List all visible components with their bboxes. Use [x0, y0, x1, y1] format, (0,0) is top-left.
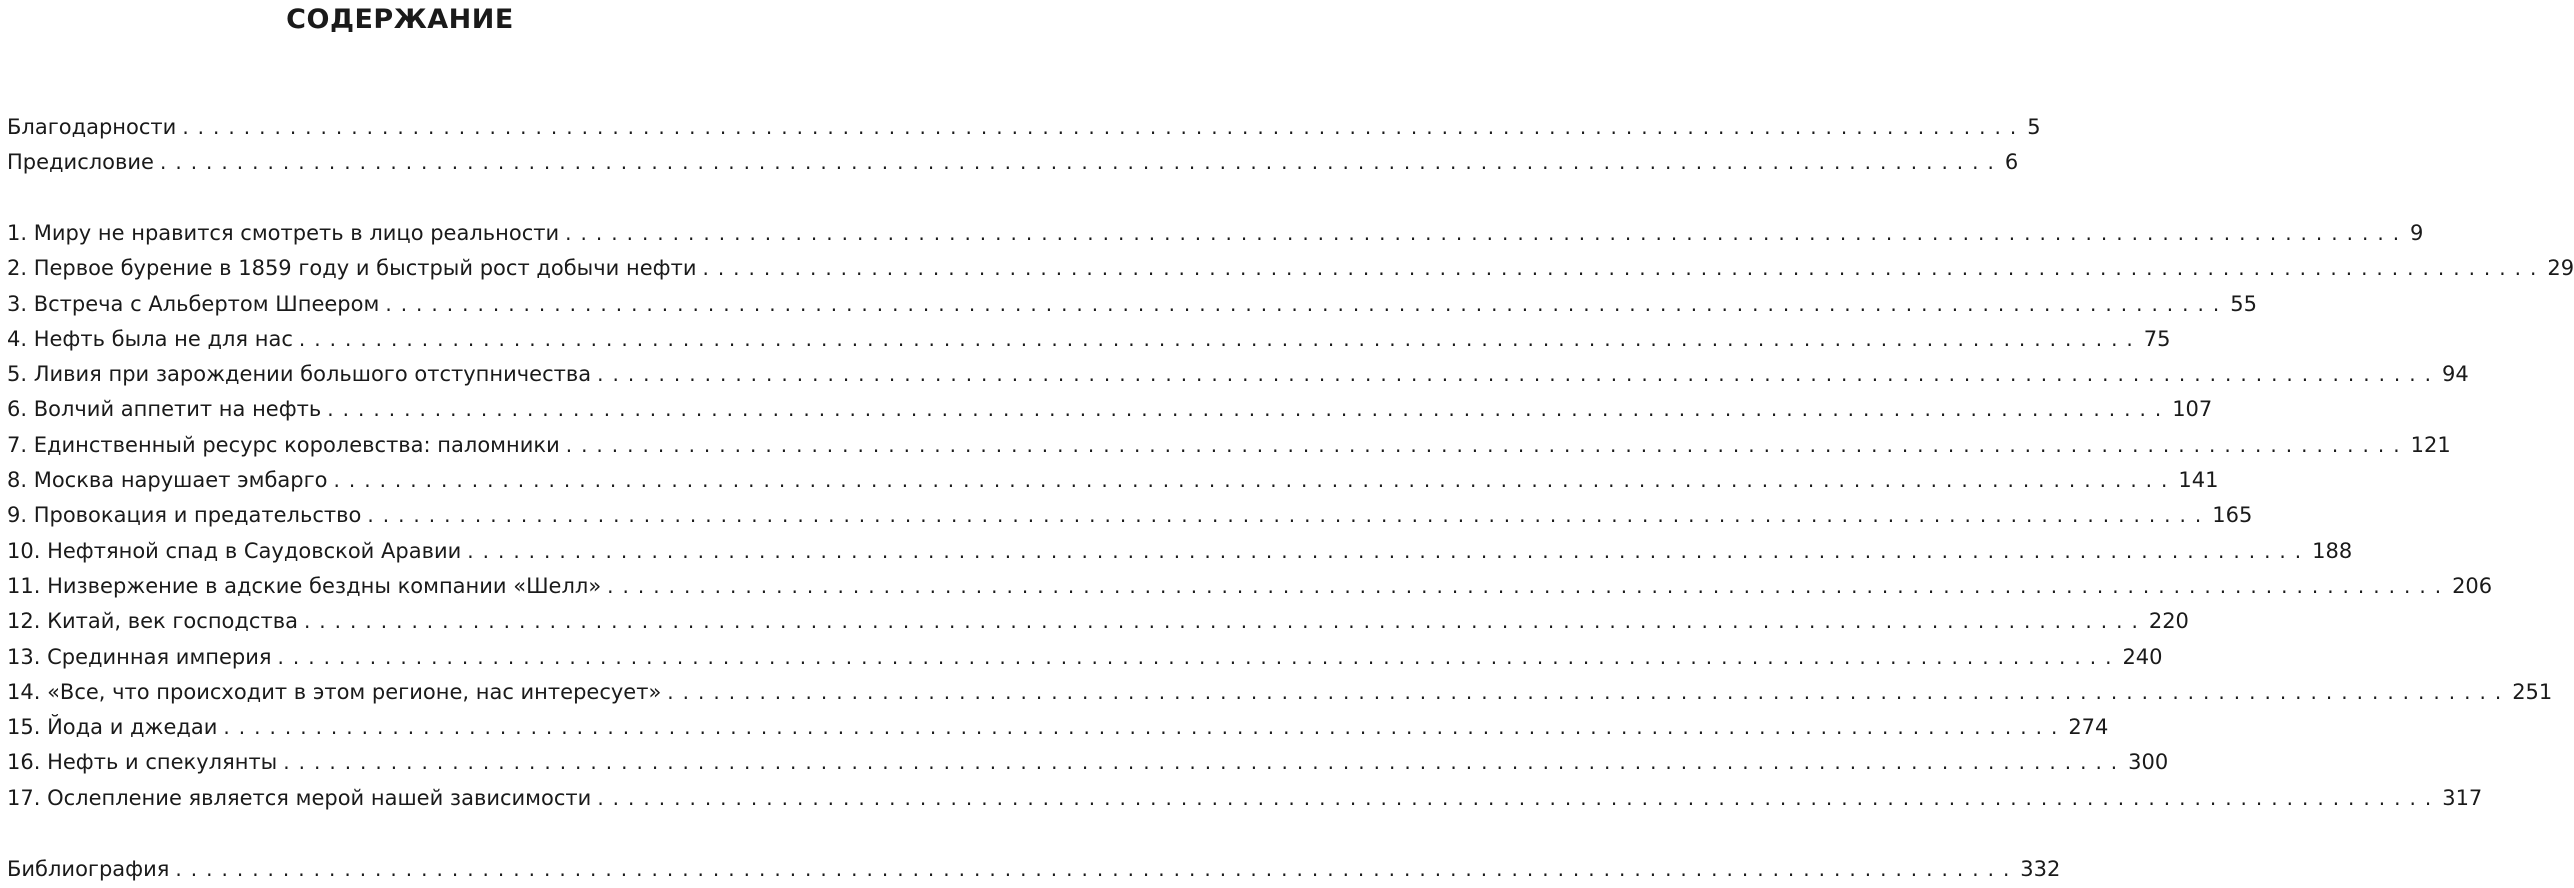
- toc-entry[interactable]: [7, 463, 2219, 498]
- dot-leader: ........................................................................................................................: [283, 750, 2127, 775]
- toc-entry-title: 12. Китай, век господства: [7, 604, 304, 639]
- toc-entry-title: 5. Ливия при зарождении большого отступничества: [7, 357, 597, 392]
- toc-entry-page-number: 75: [2142, 322, 2171, 357]
- toc-chapters: [7, 216, 2574, 816]
- toc-entry-page-number: 220: [2147, 604, 2189, 639]
- toc-entry-title: Предисловие: [7, 145, 160, 180]
- toc-entry[interactable]: [7, 392, 2213, 427]
- toc-entry[interactable]: [7, 781, 2483, 816]
- dot-leader: ........................................................................................................................: [667, 679, 2511, 704]
- toc-entry-page-number: 29: [2545, 251, 2574, 286]
- toc-entry-page-number: 188: [2310, 534, 2352, 569]
- toc-entry[interactable]: [7, 110, 2041, 145]
- dot-leader: ........................................................................................................................: [182, 115, 2026, 139]
- toc-entry-title: 3. Встреча с Альбертом Шпеером: [7, 287, 385, 322]
- dot-leader: ........................................................................................................................: [175, 857, 2019, 881]
- toc-entry-page-number: 300: [2126, 745, 2168, 780]
- toc-entry-page-number: 206: [2450, 569, 2492, 604]
- toc-entry-title: 6. Волчий аппетит на нефть: [7, 392, 327, 427]
- toc-entry-page-number: 94: [2440, 357, 2469, 392]
- toc-entry-title: 17. Ослепление является мерой нашей зависимости: [7, 781, 597, 816]
- dot-leader: ........................................................................................................................: [223, 715, 2067, 740]
- toc-entry-page-number: 240: [2120, 640, 2162, 675]
- toc-entry-title: 1. Миру не нравится смотреть в лицо реальности: [7, 216, 565, 251]
- toc-entry[interactable]: [7, 852, 2061, 887]
- toc-entry[interactable]: [7, 216, 2424, 251]
- toc-entry[interactable]: [7, 498, 2253, 533]
- toc-entry-title: 8. Москва нарушает эмбарго: [7, 463, 334, 498]
- toc-entry[interactable]: [7, 745, 2169, 780]
- toc-entry-page-number: 274: [2066, 710, 2108, 745]
- toc-entry[interactable]: [7, 710, 2109, 745]
- dot-leader: ........................................................................................................................: [565, 432, 2409, 457]
- toc-back-matter: [7, 852, 2061, 887]
- toc-entry-page-number: 332: [2018, 852, 2060, 887]
- toc-entry[interactable]: [7, 569, 2493, 604]
- toc-entry-title: 15. Йода и джедаи: [7, 710, 223, 745]
- toc-entry-title: 4. Нефть была не для нас: [7, 322, 299, 357]
- toc-entry-title: 2. Первое бурение в 1859 году и быстрый рост добычи нефти: [7, 251, 702, 286]
- toc-entry-title: 9. Провокация и предательство: [7, 498, 367, 533]
- toc-entry-title: 7. Единственный ресурс королевства: паломники: [7, 428, 566, 463]
- toc-front-matter: [7, 110, 2041, 181]
- toc-entry[interactable]: [7, 251, 2574, 286]
- dot-leader: ........................................................................................................................: [159, 150, 2003, 175]
- dot-leader: ........................................................................................................................: [277, 644, 2121, 669]
- dot-leader: ........................................................................................................................: [565, 221, 2409, 245]
- toc-entry-page-number: 165: [2210, 498, 2252, 533]
- toc-entry-title: Благодарности: [7, 110, 182, 145]
- toc-entry[interactable]: [7, 640, 2163, 675]
- toc-entry-page-number: 141: [2176, 463, 2218, 498]
- dot-leader: ........................................................................................................................: [385, 291, 2229, 316]
- toc-entry-page-number: 121: [2409, 428, 2451, 463]
- dot-leader: ........................................................................................................................: [298, 326, 2142, 351]
- dot-leader: ........................................................................................................................: [367, 503, 2211, 528]
- dot-leader: ........................................................................................................................: [467, 538, 2311, 563]
- toc-entry[interactable]: [7, 428, 2451, 463]
- toc-entry[interactable]: [7, 322, 2171, 357]
- toc-entry-page-number: 317: [2440, 781, 2482, 816]
- toc-entry[interactable]: [7, 287, 2257, 322]
- toc-entry[interactable]: [7, 534, 2353, 569]
- dot-leader: ........................................................................................................................: [702, 256, 2546, 281]
- toc-entry-page-number: 251: [2510, 675, 2552, 710]
- toc-entry-page-number: 6: [2003, 145, 2018, 180]
- toc-entry[interactable]: [7, 604, 2189, 639]
- toc-entry[interactable]: [7, 675, 2553, 710]
- toc-entry-title: Библиография: [7, 852, 175, 887]
- dot-leader: ........................................................................................................................: [597, 362, 2440, 387]
- toc-entry-page-number: 55: [2228, 287, 2257, 322]
- toc-entry-title: 14. «Все, что происходит в этом регионе, нас интересует»: [7, 675, 667, 710]
- dot-leader: ........................................................................................................................: [303, 609, 2147, 634]
- toc-entry-title: 11. Низвержение в адские бездны компании «Шелл»: [7, 569, 607, 604]
- dot-leader: ........................................................................................................................: [607, 573, 2451, 598]
- toc-entry-page-number: 107: [2170, 392, 2212, 427]
- toc-entry[interactable]: [7, 357, 2469, 392]
- page-title: СОДЕРЖАНИЕ: [286, 4, 514, 35]
- toc-entry-title: 13. Срединная империя: [7, 640, 278, 675]
- toc-entry-page-number: 5: [2025, 110, 2040, 145]
- dot-leader: ........................................................................................................................: [333, 468, 2177, 493]
- toc-entry[interactable]: [7, 145, 2019, 180]
- dot-leader: ........................................................................................................................: [327, 397, 2171, 422]
- toc-entry-title: 16. Нефть и спекулянты: [7, 745, 283, 780]
- dot-leader: ........................................................................................................................: [597, 785, 2441, 810]
- toc-entry-page-number: 9: [2408, 216, 2423, 251]
- toc-entry-title: 10. Нефтяной спад в Саудовской Аравии: [7, 534, 467, 569]
